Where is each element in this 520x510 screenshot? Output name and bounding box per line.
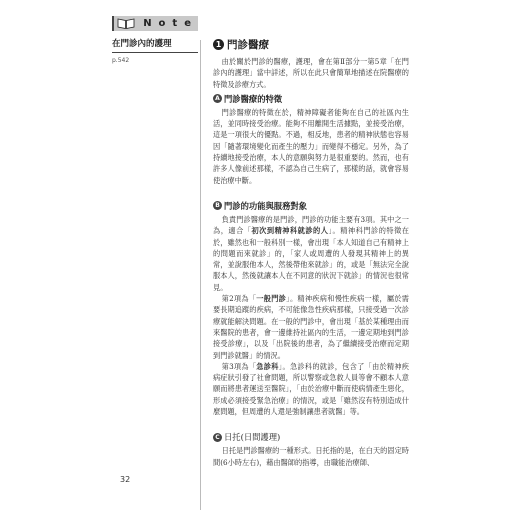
- subsection-b-letter: B: [213, 201, 222, 210]
- emphasis-general-outpatient: 一般門診: [256, 294, 287, 304]
- text-run: 」。精神疾病和慢性疾病一樣，屬於需要長期追蹤的疾病，不可能像急性疾病那樣，只接受過一次診療就能解決問題。在一般的門診中，會出現「基於某種理由而來醫院的患者，會一邊維持社區內的生活，一邊定期地到門診接受診療」，以及「出院後的患者，為了繼續接受治療而定期到門診就醫」的情況。: [213, 294, 409, 360]
- note-label: Note: [143, 18, 198, 29]
- open-book-icon: [114, 16, 137, 31]
- subsection-a-letter: A: [213, 94, 222, 103]
- subsection-b-paragraph-2: [213, 293, 409, 361]
- subsection-c-paragraph: 日托是門診醫療的一種形式。日托指的是，在白天的固定時間(6小時左右)，藉由醫師的指導，由職能治療師、: [213, 446, 409, 467]
- section-title: 門診醫療: [227, 39, 269, 51]
- text-run: 負責門診醫療的是門診，門診的功能主要有3項。其中之一為，適合「: [213, 214, 409, 236]
- subsection-c-title: 日托(日間護理): [224, 432, 281, 443]
- subsection-c-heading: [213, 431, 409, 443]
- note-sidebar: [112, 16, 198, 64]
- subsection-b-title: 門診的功能與服務對象: [224, 200, 307, 211]
- sidebar-rule: [112, 52, 198, 53]
- main-column: [213, 37, 409, 468]
- subsection-a-title: 門診醫療的特徵: [224, 93, 283, 104]
- subsection-b-heading: [213, 200, 409, 212]
- section-heading: [213, 37, 409, 52]
- page-number: 32: [120, 475, 131, 484]
- section-intro: 由於關於門診的醫療，護理，會在第Ⅱ部分一第5章「在門診內的護理」當中詳述，所以在此只會簡單地描述在院醫療的特徵及診療方式。: [213, 57, 409, 89]
- column-divider: [200, 40, 201, 510]
- sidebar-page-ref: p.542: [112, 57, 130, 64]
- sidebar-title: 在門診內的護理: [112, 39, 172, 49]
- section-number: 1: [213, 39, 224, 50]
- text-run: 第2項為「: [221, 294, 257, 304]
- subsection-b-paragraph-1: [213, 214, 409, 293]
- subsection-b-paragraph-3: [213, 361, 409, 417]
- emphasis-first-visit: 初次到精神科就診的人: [251, 226, 329, 236]
- subsection-c-letter: C: [213, 433, 222, 442]
- note-header: [112, 16, 198, 31]
- text-run: 」。急診科的就診，包含了「由於精神疾病症狀引發了社會問題，所以警察或急救人員等會不顧本人意願而將患者運送至醫院」，「由於治療中斷而使病情產生惡化，形成必須接受緊急治療」的情況，或是「雖然沒有特別造成什麼問題，但周遭的人還是強制讓患者就醫」等。: [213, 361, 409, 417]
- subsection-a-heading: [213, 93, 409, 105]
- subsection-a-paragraph: 門診醫療的特徵在於，精神障礙者能夠在自己的社區內生活，並同時接受治療。能夠不用離開生活據點，並接受治療，這是一項很大的優點。不過，相反地，患者的精神狀態也容易因「隨著環境變化而產生的壓力」而變得不穩定。另外，為了持續地接受治療，本人的意願與努力是很重要的。然而，也有許多人像前述那樣，不認為自己生病了，那樣的話，就會容易使治療中斷。: [213, 107, 409, 185]
- text-run: 第3項為「: [221, 361, 257, 371]
- emphasis-emergency: 急診科: [256, 361, 279, 371]
- text-run: 」。精神科門診的特徵在於，雖然也和一般科別一樣，會出現「本人知道自己有精神上的問題而來就診」的，「家人或周遭的人發現其精神上的異常，並說服他本人，然後帶他來就診」的，或是「無法完全說服本人，然後就讓本人在不同意的狀況下就診」的情況也很常見。: [213, 226, 409, 292]
